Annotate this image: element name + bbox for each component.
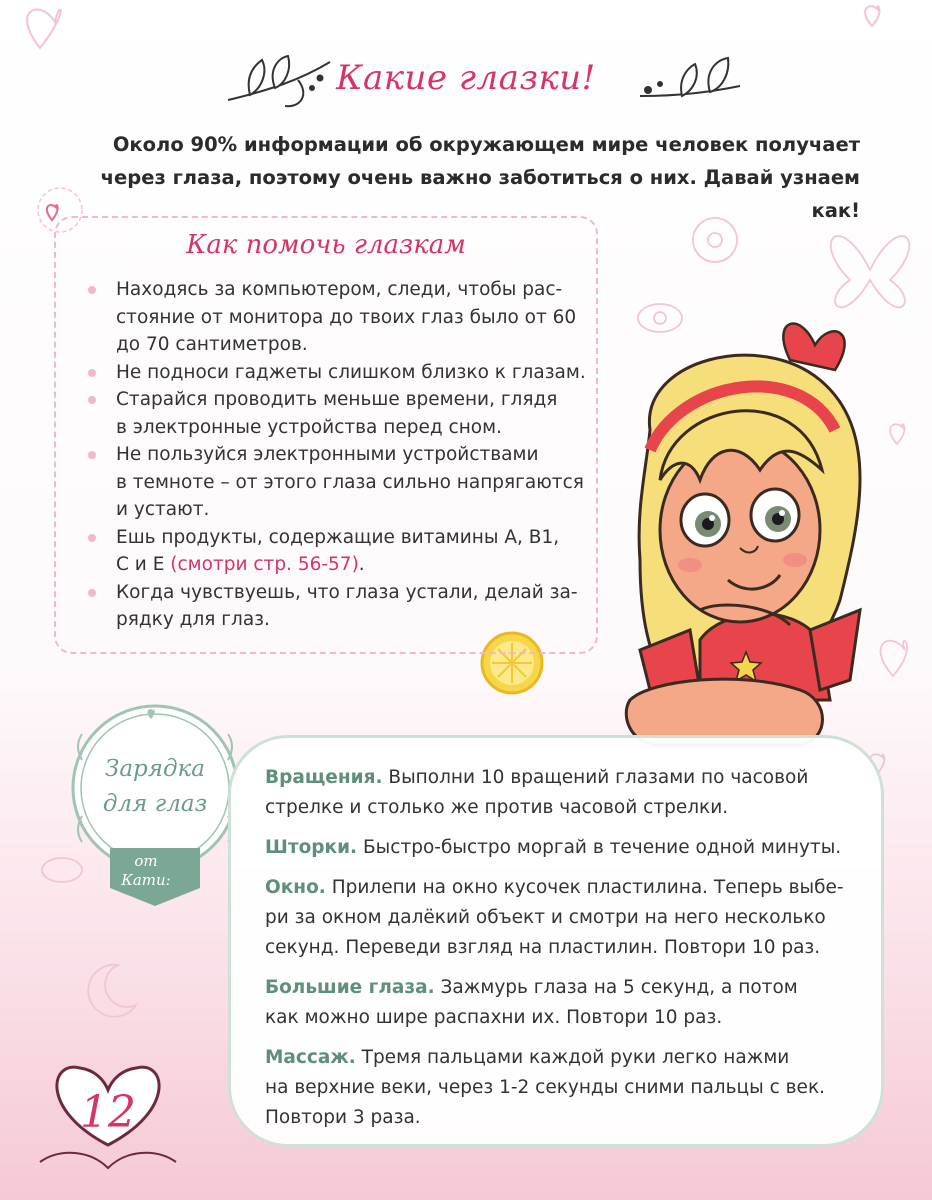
- tip-item: Ешь продукты, содержащие витамины А, В1, С и Е (смотри стр. 56-57).: [88, 524, 588, 579]
- heart-doodle-icon: [47, 205, 58, 220]
- bullet-icon: [88, 396, 96, 404]
- heart-doodle-icon: [27, 10, 61, 48]
- exercise-item: Шторки. Быстро-быстро моргай в течение одной минуты.: [265, 837, 842, 858]
- exercise-item: Окно. Прилепи на окно кусочек пластилина. Теперь выбе- ри за окном далёкий объект и смотри на него несколько секунд. Переведи взгляд на пластилин. Повтори 10 раз.: [265, 877, 844, 958]
- page-reference-link[interactable]: (смотри стр. 56-57): [170, 554, 359, 575]
- tips-list: [88, 276, 588, 634]
- ribbon-label: от Кати:: [121, 852, 171, 889]
- eye-doodle-icon: [42, 858, 82, 882]
- girl-illustration: [626, 324, 860, 745]
- tip-item: Находясь за компьютером, следи, чтобы рас- стояние от монитора до твоих глаз было от 60 до 70 сантиметров.: [88, 276, 588, 359]
- heart-doodle-icon: [865, 6, 880, 26]
- tip-item: Старайся проводить меньше времени, глядя в электронные устройства перед сном.: [88, 386, 588, 441]
- page-number: 12: [80, 1087, 136, 1138]
- moon-doodle-icon: [88, 965, 136, 1017]
- page-title: Какие глазки!: [336, 58, 596, 98]
- heart-doodle-icon: [881, 641, 907, 676]
- tips-title: Как помочь глазкам: [186, 230, 466, 260]
- intro-line: Около 90% информации об окружающем мире человек получает: [112, 133, 860, 156]
- bullet-icon: [88, 451, 96, 459]
- exercise-item: Вращения. Выполни 10 вращений глазами по часовой стрелке и столько же против часовой стрелки.: [265, 767, 809, 818]
- bullet-icon: [88, 369, 96, 377]
- eye-doodle-icon: [638, 304, 682, 332]
- bullet-icon: [88, 534, 96, 542]
- tip-item: Не подноси гаджеты слишком близко к глазам.: [88, 359, 588, 387]
- butterfly-doodle-icon: [831, 236, 910, 307]
- tip-item: Не пользуйся электронными устройствами в темноте – от этого глаза сильно напрягаются и устают.: [88, 441, 588, 524]
- intro-paragraph: [60, 128, 860, 227]
- bullet-icon: [88, 589, 96, 597]
- exercise-item: Большие глаза. Зажмурь глаза на 5 секунд, а потом как можно шире распахни их. Повтори 10 раз.: [265, 977, 798, 1028]
- tip-item: Когда чувствуешь, что глаза устали, делай за- рядку для глаз.: [88, 579, 588, 634]
- intro-line: через глаза, поэтому очень важно заботиться о них. Давай узнаем как!: [100, 166, 860, 222]
- exercise-item: Массаж. Тремя пальцами каждой руки легко нажми на верхние веки, через 1-2 секунды сними пальцы с век. Повтори 3 раза.: [265, 1047, 825, 1128]
- exercises-list: [265, 763, 865, 1143]
- heart-doodle-icon: [890, 424, 905, 444]
- bullet-icon: [88, 286, 96, 294]
- badge-title: Зарядка для глаз: [102, 756, 208, 817]
